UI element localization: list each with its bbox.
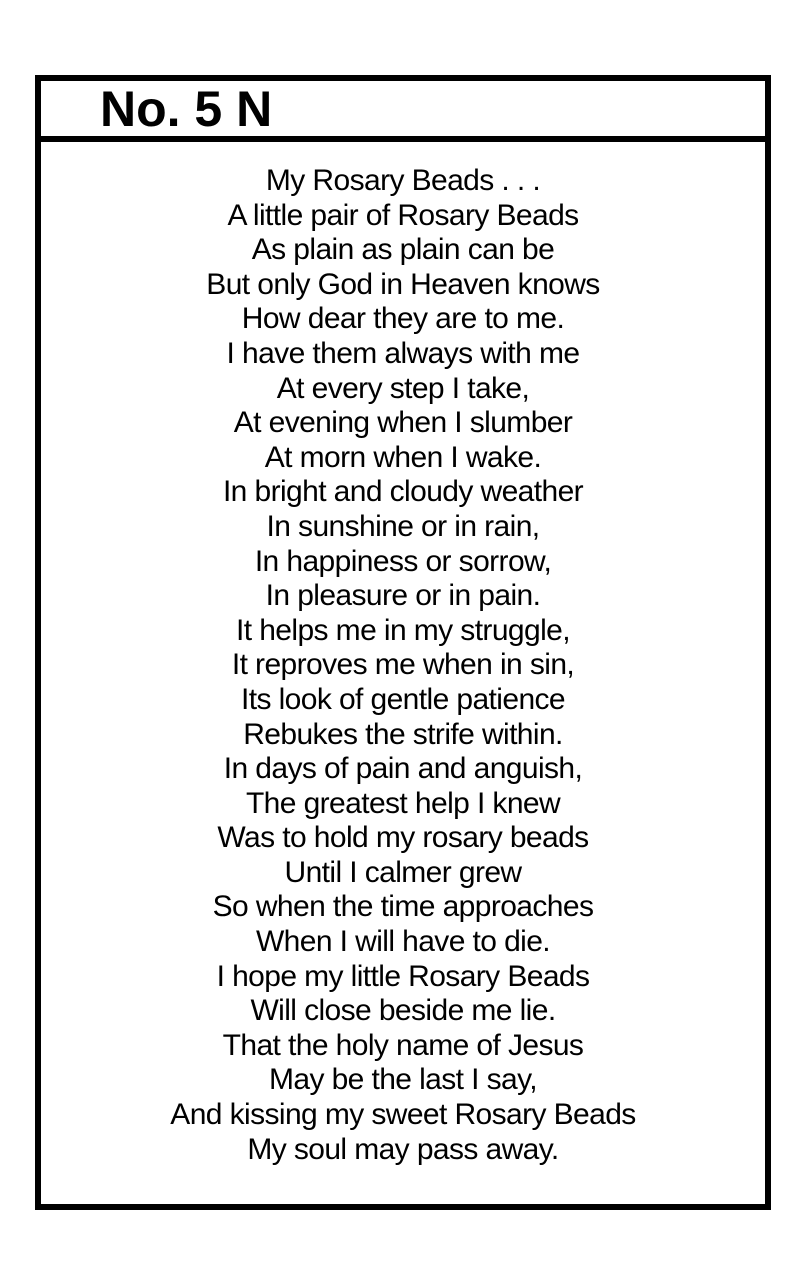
prayer-card <box>35 75 771 1210</box>
poem-line: My soul may pass away. <box>247 1132 559 1166</box>
card-header <box>41 81 765 142</box>
poem-line: Until I calmer grew <box>284 855 522 889</box>
poem-line: In happiness or sorrow, <box>254 544 552 578</box>
poem-line: How dear they are to me. <box>241 302 565 336</box>
poem-line: I have them always with me <box>226 336 580 370</box>
poem-line: But only God in Heaven knows <box>206 267 600 301</box>
poem-line: A little pair of Rosary Beads <box>227 198 579 232</box>
poem-line: That the holy name of Jesus <box>222 1028 584 1062</box>
poem-line: It helps me in my struggle, <box>236 613 570 647</box>
poem-line: At evening when I slumber <box>233 406 573 440</box>
poem-line: Its look of gentle patience <box>240 682 566 716</box>
poem-line: As plain as plain can be <box>251 233 555 267</box>
poem-line: Rebukes the strife within. <box>243 717 563 751</box>
poem-line: In sunshine or in rain, <box>266 509 540 543</box>
poem-line: Will close beside me lie. <box>250 994 556 1028</box>
poem-line: In pleasure or in pain. <box>265 579 541 613</box>
poem-line: In days of pain and anguish, <box>223 752 583 786</box>
poem-line: When I will have to die. <box>255 925 551 959</box>
poem-line: In bright and cloudy weather <box>222 475 584 509</box>
poem-line: My Rosary Beads . . . <box>265 164 541 197</box>
poem-line: May be the last I say, <box>268 1063 538 1097</box>
poem-line: Was to hold my rosary beads <box>217 821 589 855</box>
poem-line: At every step I take, <box>276 371 530 405</box>
poem-line: At morn when I wake. <box>264 440 542 474</box>
poem-line: It reproves me when in sin, <box>231 648 575 682</box>
poem-line: I hope my little Rosary Beads <box>216 959 590 993</box>
poem-line: So when the time approaches <box>212 890 594 924</box>
poem-line: The greatest help I knew <box>245 786 561 820</box>
poem-body <box>41 164 765 1167</box>
poem-line: And kissing my sweet Rosary Beads <box>170 1098 636 1132</box>
card-number: No. 5 N <box>100 81 273 137</box>
